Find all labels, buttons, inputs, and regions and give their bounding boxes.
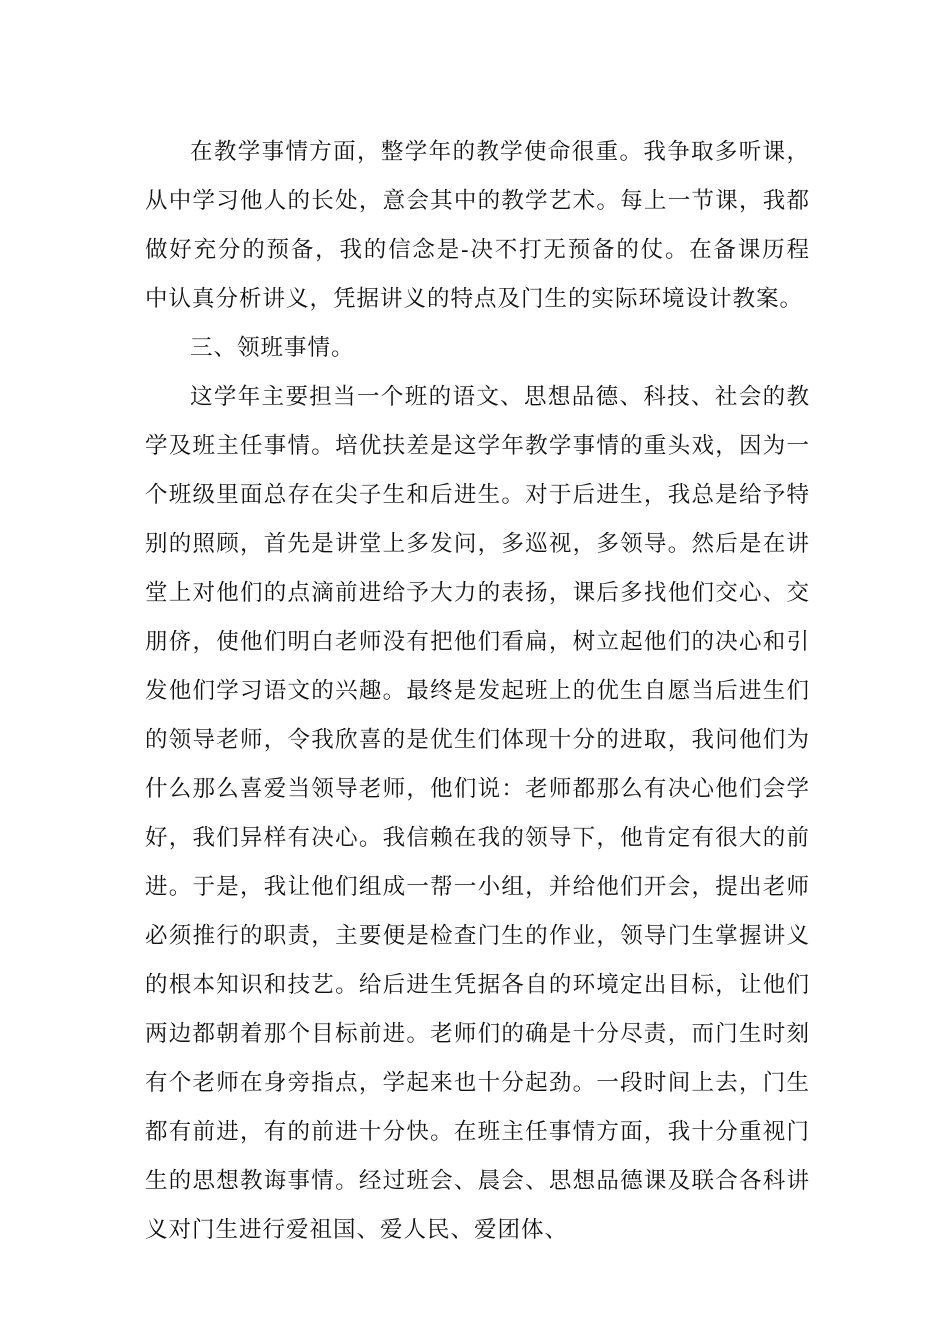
document-body [145,128,810,1255]
paragraph-class-management: 这学年主要担当一个班的语文、思想品德、科技、社会的教学及班主任事情。培优扶差是这学年教学事情的重头戏，因为一个班级里面总存在尖子生和后进生。对于后进生，我总是给予特别的照顾，首先是讲堂上多发问，多巡视，多领导。然后是在讲堂上对他们的点滴前进给予大力的表扬，课后多找他们交心、交朋侪，使他们明白老师没有把他们看扁，树立起他们的决心和引发他们学习语文的兴趣。最终是发起班上的优生自愿当后进生们的领导老师，令我欣喜的是优生们体现十分的进取，我问他们为什么那么喜爱当领导老师，他们说：老师都那么有决心他们会学好，我们异样有决心。我信赖在我的领导下，他肯定有很大的前进。于是，我让他们组成一帮一小组，并给他们开会，提出老师必须推行的职责，主要便是检查门生的作业，领导门生掌握讲义的根本知识和技艺。给后进生凭据各自的环境定出目标，让他们两边都朝着那个目标前进。老师们的确是十分尽责，而门生时刻有个老师在身旁指点，学起来也十分起劲。一段时间上去，门生都有前进，有的前进十分快。在班主任事情方面，我十分重视门生的思想教诲事情。经过班会、晨会、思想品德课及联合各科讲义对门生进行爱祖国、爱人民、爱团体、 [145,384,810,1243]
paragraph-teaching-work: 在教学事情方面，整学年的教学使命很重。我争取多听课，从中学习他人的长处，意会其中的教学艺术。每上一节课，我都做好充分的预备，我的信念是-决不打无预备的仗。在备课历程中认真分析讲义，凭据讲义的特点及门生的实际环境设计教案。 [145,139,810,312]
section-heading-class-management: 三、领班事情。 [190,335,355,361]
